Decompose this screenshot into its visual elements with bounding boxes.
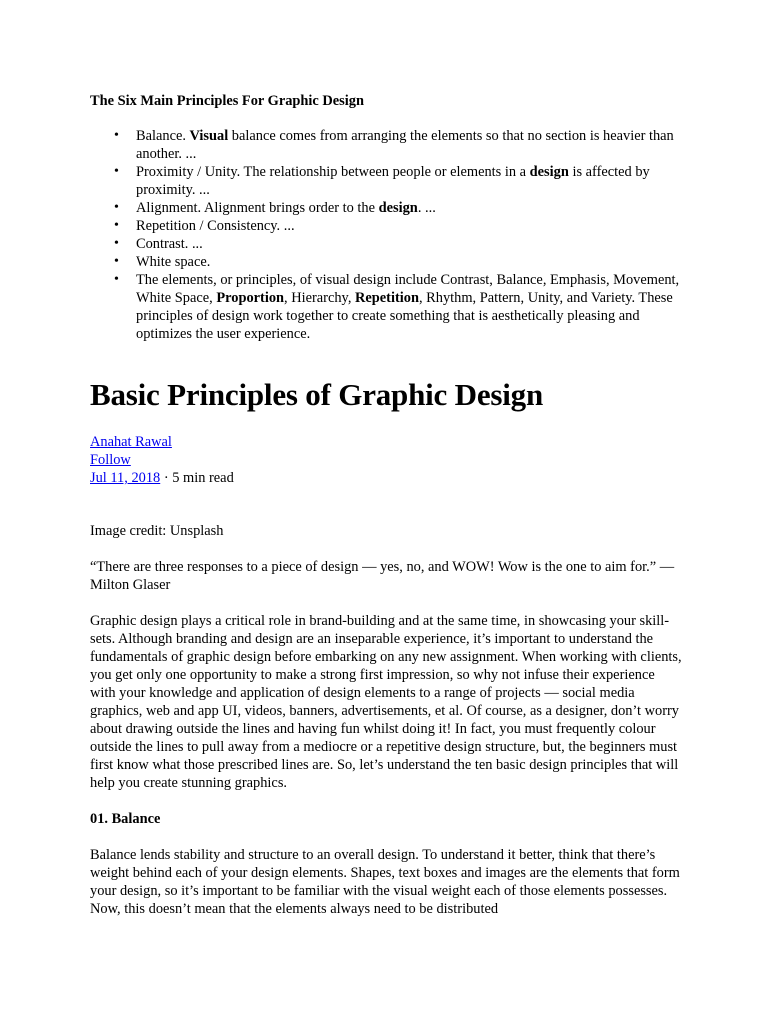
bold-term: Proportion: [216, 290, 285, 306]
bullet-icon: •: [114, 254, 119, 269]
text-run: . ...: [417, 200, 436, 216]
list-item-text: [136, 236, 203, 252]
list-item: [114, 163, 682, 199]
text-run: balance comes from arranging the elements so that no section is heavier than another. ...: [136, 128, 674, 162]
bullet-icon: •: [114, 218, 119, 233]
bullet-icon: •: [114, 236, 119, 251]
list-item-text: [136, 272, 679, 342]
date-link[interactable]: Jul 11, 2018: [90, 470, 161, 486]
list-item: [114, 127, 682, 163]
quote: “There are three responses to a piece of design — yes, no, and WOW! Wow is the one to aim for.” — Milton Glaser: [90, 559, 675, 593]
article-title: Basic Principles of Graphic Design: [90, 377, 544, 412]
bold-term: design: [529, 164, 569, 180]
follow-link[interactable]: Follow: [90, 452, 131, 468]
image-credit: Image credit: Unsplash: [90, 523, 224, 539]
text-run: The elements, or principles, of visual design include Contrast, Balance, Emphasis, Movement, White Space,: [136, 272, 680, 306]
subheading-balance: 01. Balance: [90, 811, 161, 827]
bullet-icon: •: [114, 128, 119, 143]
list-item-text: [136, 254, 210, 270]
section-title: The Six Main Principles For Graphic Design: [90, 93, 364, 109]
text-run: Contrast. ...: [136, 236, 203, 252]
bullet-icon: •: [114, 200, 119, 215]
list-item-text: [136, 200, 436, 216]
bold-term: design: [378, 200, 418, 216]
bullet-icon: •: [114, 272, 119, 287]
text-run: Balance.: [136, 128, 190, 144]
principles-list: [90, 127, 682, 343]
intro-paragraph: Graphic design plays a critical role in brand-building and at the same time, in showcasing your skill-sets. Although branding and design are an inseparable experience, it’s important to understand the fundamentals of graphic design before embarking on any new assignment. When working with clients, you get only one opportunity to make a strong first impression, so why not infuse their experience with your knowledge and application of design elements to a range of projects — social media graphics, web and app UI, videos, banners, advertisements, et al. Of course, as a designer, don’t worry about drawing outside the lines and having fun whilst doing it! In fact, you must frequently colour outside the lines to pull away from a mediocre or a repetitive design structure, but, the beginners must first know what those prescribed lines are. So, let’s understand the ten basic design principles that will help you create stunning graphics.: [90, 613, 682, 791]
text-run: , Hierarchy,: [284, 290, 356, 306]
list-item: [114, 271, 682, 343]
byline: [90, 433, 682, 487]
text-run: , Rhythm, Pattern, Unity, and Variety. These principles of design work together to create something that is aesthetically pleasing and optimizes the user experience.: [136, 290, 673, 342]
bold-term: Visual: [189, 128, 229, 144]
text-run: White space.: [136, 254, 211, 270]
text-run: is affected by proximity. ...: [136, 164, 650, 198]
list-item: [114, 235, 682, 253]
bold-term: Repetition: [355, 290, 419, 306]
list-item-text: [136, 128, 674, 162]
list-item: [114, 199, 682, 217]
author-link[interactable]: Anahat Rawal: [90, 434, 172, 450]
text-run: Repetition / Consistency. ...: [136, 218, 295, 234]
balance-paragraph: Balance lends stability and structure to an overall design. To understand it better, think that there’s weight behind each of your design elements. Shapes, text boxes and images are the elements that form your design, so it’s important to be familiar with the visual weight each of those elements possesses. Now, this doesn’t mean that the elements always need to be distributed: [90, 847, 680, 917]
list-item-text: [136, 164, 650, 198]
bullet-icon: •: [114, 164, 119, 179]
text-run: Proximity / Unity. The relationship between people or elements in a: [136, 164, 530, 180]
list-item-text: [136, 218, 295, 234]
document-page: [90, 92, 682, 918]
text-run: Alignment. Alignment brings order to the: [136, 200, 379, 216]
list-item: [114, 217, 682, 235]
list-item: [114, 253, 682, 271]
read-time: · 5 min read: [160, 470, 234, 486]
